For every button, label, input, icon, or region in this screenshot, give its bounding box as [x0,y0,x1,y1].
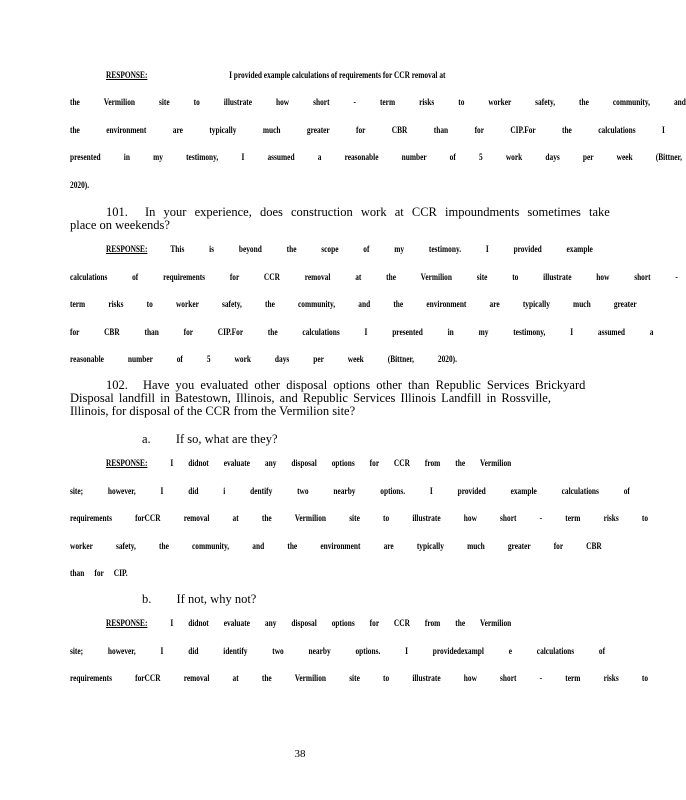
question-line: place on weekends? [70,218,170,232]
response-line [106,244,593,254]
subquestion-letter: b. [142,592,152,606]
response-text: I didnot evaluate any disposal options for CCR from the Vermilion [170,458,512,468]
response-line: reasonable number of 5 work days per week (Bittner, 2020). [70,354,457,364]
subquestion-text: If so, what are they? [175,432,278,446]
response-line: 2020). [70,180,90,190]
response-text: This is beyond the scope of my testimony. I provided example [170,244,593,254]
response-line: site; however, I did i dentify two nearby options. I provided example calculations of [70,486,630,496]
question-text: In your experience, does construction work at CCR impoundments sometimes take [145,205,610,219]
response-label: RESPONSE: [106,458,148,468]
response-line [106,70,445,80]
subquestion-text: If not, why not? [176,592,257,606]
question-text: Have you evaluated other disposal options other than Republic Services Brickyard [143,378,586,392]
subquestion-line [142,592,442,607]
response-line: presented in my testimony, I assumed a reasonable number of 5 work days per week (Bittner, [70,152,682,162]
response-line: requirements forCCR removal at the Vermilion site to illustrate how short - term risks to [70,513,649,523]
response-line: the Vermilion site to illustrate how short - term risks to worker safety, the community, and [70,97,686,107]
response-line: worker safety, the community, and the environment are typically much greater for CBR [70,541,602,551]
response-line: for CBR than for CIP.For the calculations I presented in my testimony, I assumed a [70,327,654,337]
response-line: term risks to worker safety, the community, and the environment are typically much greater [70,299,637,309]
page-number: 38 [294,748,306,760]
response-line: than for CIP. [70,568,128,578]
response-line [106,618,512,628]
response-label: RESPONSE: [106,70,148,80]
question-line: Illinois, for disposal of the CCR from the Vermilion site? [70,404,356,418]
response-line [106,458,512,468]
response-label: RESPONSE: [106,244,148,254]
question-number: 101. [106,205,128,219]
subquestion-letter: a. [142,432,151,446]
question-line: Disposal landfill in Batestown, Illinois, and Republic Services Illinois Landfill in Rossville, [70,391,551,405]
response-label: RESPONSE: [106,618,148,628]
question-number: 102. [106,378,128,392]
response-text: I provided example calculations of requirements for CCR removal at [229,70,446,80]
response-line: calculations of requirements for CCR removal at the Vermilion site to illustrate how short - [70,272,678,282]
response-text: I didnot evaluate any disposal options for CCR from the Vermilion [170,618,512,628]
subquestion-line [142,432,442,447]
response-line: the environment are typically much greater for CBR than for CIP.For the calculations I [70,125,665,135]
response-line: site; however, I did identify two nearby options. I providedexampl e calculations of [70,646,606,656]
response-line: requirements forCCR removal at the Vermilion site to illustrate how short - term risks to [70,673,649,683]
